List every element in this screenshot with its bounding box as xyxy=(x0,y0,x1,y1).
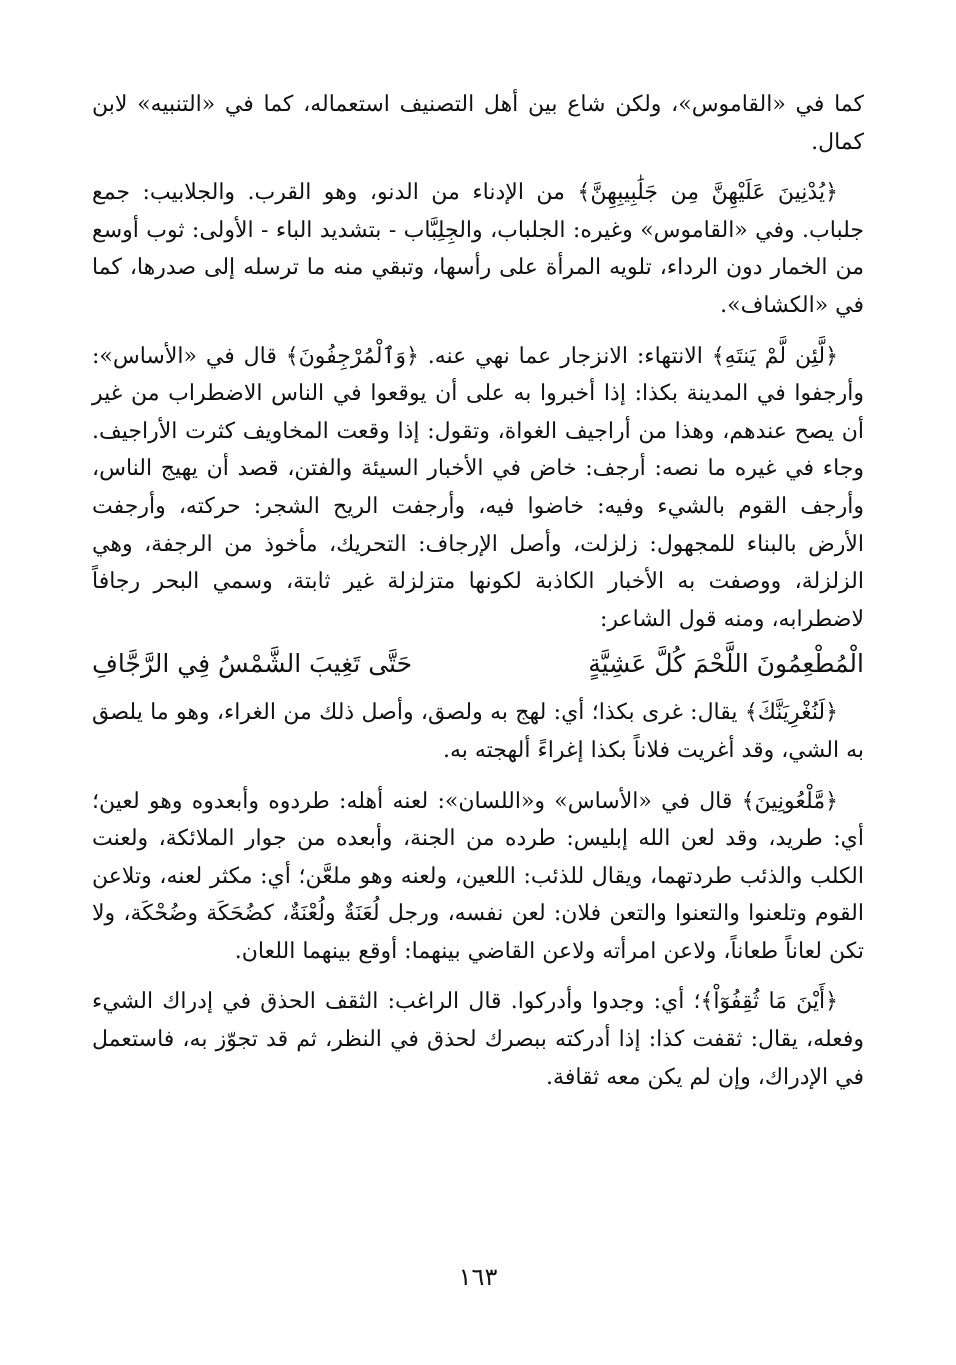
paragraph-murjifun: ﴿لَّئِن لَّمْ يَنتَهِ﴾ الانتهاء: الانزجار عما نهي عنه. ﴿وَٱلْمُرْجِفُونَ﴾ قال في «الأساس»: وأرجفوا في المدينة بكذا: إذا أخبروا به على أن يوقعوا في الناس الاضطراب من غير أن يصح عندهم، وهذا من أراجيف الغواة، وتقول: إذا وقعت المخاويف كثرت الأراجيف. وجاء في غيره ما نصه: أرجف: خاض في الأخبار السيئة والفتن، قصد أن يهيج الناس، وأرجف القوم بالشيء وفيه: خاضوا فيه، وأرجفت الريح الشجر: حركته، وأرجفت الأرض بالبناء للمجهول: زلزلت، وأصل الإرجاف: التحريك، مأخوذ من الرجفة، وهي الزلزلة، ووصفت به الأخبار الكاذبة لكونها متزلزلة غير ثابتة، وسمي البحر رجافاً لاضطرابه، ومنه قول الشاعر: xyxy=(92,343,864,632)
paragraph-thuqifu: ﴿أَيْنَ مَا ثُقِفُوٓاْ﴾؛ أي: وجدوا وأدركوا. قال الراغب: الثقف الحذق في إدراك الشيء وفعله، يقال: ثقفت كذا: إذا أدركته ببصرك لحذق في النظر، ثم قد تجوّز به، فاستعمل في الإدراك، وإن لم يكن معه ثقافة. xyxy=(92,989,864,1090)
paragraph-jalabib: ﴿يُدْنِينَ عَلَيْهِنَّ مِن جَلَٰبِيبِهِنَّ﴾ من الإدناء من الدنو، وهو القرب. والجلابيب: جمع جلباب. وفي «القاموس» وغيره: الجلباب، والجِلِبَّاب - بتشديد الباء - الأولى: ثوب أوسع من الخمار دون الرداء، تلويه المرأة على رأسها، وتبقي منه ما ترسله إلى صدرها، كما في «الكشاف». xyxy=(92,180,864,318)
paragraph-intro: كما في «القاموس»، ولكن شاع بين أهل التصنيف استعماله، كما في «التنبيه» لابن كمال. xyxy=(92,92,864,155)
verse-first-hemistich: الْمُطْعِمُونَ اللَّحْمَ كُلَّ عَشِيَّةٍ xyxy=(588,649,864,679)
paragraph-malunin: ﴿مَّلْعُونِينَ﴾ قال في «الأساس» و«اللسان»: لعنه أهله: طردوه وأبعدوه وهو لعين؛ أي: طريد، وقد لعن الله إبليس: طرده من الجنة، وأبعده من جوار الملائكة، ولعنت الكلب والذئب طردتهما، ويقال للذئب: اللعين، ولعنه وهو ملعَّن؛ أي: مكثر لعنه، وتلاعن القوم وتلعنوا والتعنوا والتعن فلان: لعن نفسه، ورجل لُعَنَةٌ ولُعْنَةٌ، كضُحَكَة وضُحْكَة، ولا تكن لعاناً طعاناً، ولاعن امرأته ولاعن القاضي بينهما: أوقع بينهما اللعان. xyxy=(92,788,864,964)
verse-second-hemistich: حَتَّى تَغِيبَ الشَّمْسُ فِي الرَّجَّافِ xyxy=(92,649,413,679)
page-body xyxy=(92,86,864,1109)
page-number: ١٦٣ xyxy=(458,1263,498,1291)
paragraph-nughriyannaka: ﴿لَنُغْرِيَنَّكَ﴾ يقال: غرى بكذا؛ أي: لهج به ولصق، وأصل ذلك من الغراء، وهو ما يلصق به الشي، وقد أغريت فلاناً بكذا إغراءً ألهجته به. xyxy=(92,700,864,763)
poetry-verse xyxy=(92,642,864,686)
